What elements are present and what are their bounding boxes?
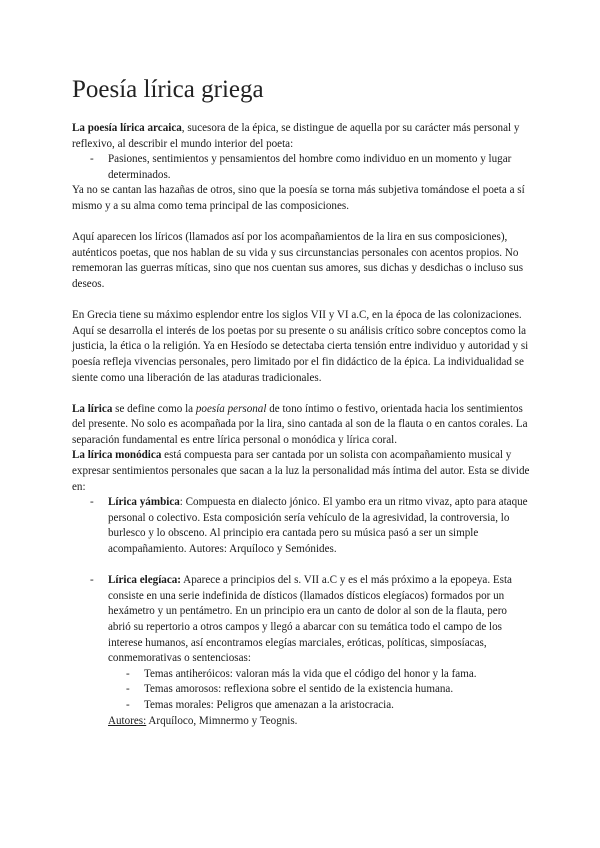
term-la-lirica: La lírica <box>72 402 113 415</box>
paragraph-liricos: Aquí aparecen los líricos (llamados así por los acompañamientos de la lira en sus composiciones), auténticos poetas, que nos hablan de su vida y sus circunstancias personales con acentos propios. No rememoran las guerras míticas, sino que nos cuentan sus amores, sus dichas y desdichas o incluso sus deseos. <box>72 231 524 290</box>
list-item-lirica-yambica: - Lírica yámbica: Compuesta en dialecto jónico. El yambo era un ritmo vivaz, apto para ataque personal o colectivo. Esta composición sería vehículo de la agresividad, la controversia, lo burlesco y lo obsceno. Al principio era cantada pero su música pasó a ser un simple acompañamiento. Autores: Arquíloco y Semónides. <box>72 495 532 557</box>
bullet-list-lirica-types <box>72 495 532 557</box>
paragraph-subjetiva: Ya no se cantan las hazañas de otros, sino que la poesía se torna más subjetiva tomándose el poeta a sí mismo y a su alma como tema principal de las composiciones. <box>72 184 525 212</box>
term-lirica-elegiaca: Lírica elegíaca: <box>108 574 182 587</box>
bullet-list-1 <box>72 152 532 183</box>
paragraph-grecia: En Grecia tiene su máximo esplendor entre los siglos VII y VI a.C, en la época de las colonizaciones. Aquí se desarrolla el interés de los poetas por su presente o su análisis crítico sobre conceptos como la justicia, la ética o la religión. Ya en Hesíodo se detectaba cierta tensión entre individuo y autoridad y si poesía refleja vivencias personales, pero limitado por el fin didáctico de la épica. La individualidad se siente como una liberación de las ataduras tradicionales. <box>72 309 529 384</box>
term-lirica-arcaica: La poesía lírica arcaica <box>72 122 182 134</box>
list-item: - Temas antiheróicos: valoran más la vida que el código del honor y la fama. <box>72 667 532 683</box>
document-body <box>72 121 532 729</box>
list-item: - Temas morales: Peligros que amenazan a la aristocracia. <box>72 698 532 714</box>
term-lirica-yambica: Lírica yámbica <box>108 496 180 509</box>
list-item: - Temas amorosos: reflexiona sobre el sentido de la existencia humana. <box>72 682 532 698</box>
bullet-list-lirica-elegiaca <box>72 573 532 667</box>
list-item: - Pasiones, sentimientos y pensamientos del hombre como individuo en un momento y lugar determinados. <box>72 152 532 183</box>
page-title: Poesía lírica griega <box>72 76 264 103</box>
paragraph-lirica-monodica: La lírica monódica está compuesta para ser cantada por un solista con acompañamiento musical y expresar sentimientos personales que sacan a la luz la personalidad más íntima del autor. Esta se divide en: <box>72 449 530 493</box>
paragraph-la-lirica: La lírica se define como la poesía personal de tono íntimo o festivo, orientada hacia los sentimientos del presente. No solo es acompañada por la lira, sino cantada al son de la flauta o en cantos corales. La separación fundamental es entre lírica personal o monódica y lírica coral. <box>72 402 528 446</box>
autores-label: Autores: <box>108 714 147 727</box>
autores-line: Autores: Arquíloco, Mimnermo y Teognis. <box>108 714 298 727</box>
sub-list-temas <box>72 667 532 714</box>
paragraph-lirica-arcaica: La poesía lírica arcaica, sucesora de la épica, se distingue de aquella por su carácter más personal y reflexivo, al describir el mundo interior del poeta: <box>72 122 520 150</box>
list-item-lirica-elegiaca: - Lírica elegíaca: Aparece a principios del s. VII a.C y es el más próximo a la epopeya. Esta consiste en una serie indefinida de dísticos (llamados dísticos elegíacos) formados por un hexámetro y un pentámetro. En un principio era un canto de dolor al son de la flauta, pero abrió su repertorio a otros campos y llegó a abarcar con su temática todo el campo de los interese humanos, así encontramos elegías marciales, eróticas, políticas, simposíacas, conmemorativas o sentenciosas: <box>72 573 532 667</box>
term-poesia-personal: poesía personal <box>195 402 267 415</box>
term-lirica-monodica: La lírica monódica <box>72 449 162 462</box>
